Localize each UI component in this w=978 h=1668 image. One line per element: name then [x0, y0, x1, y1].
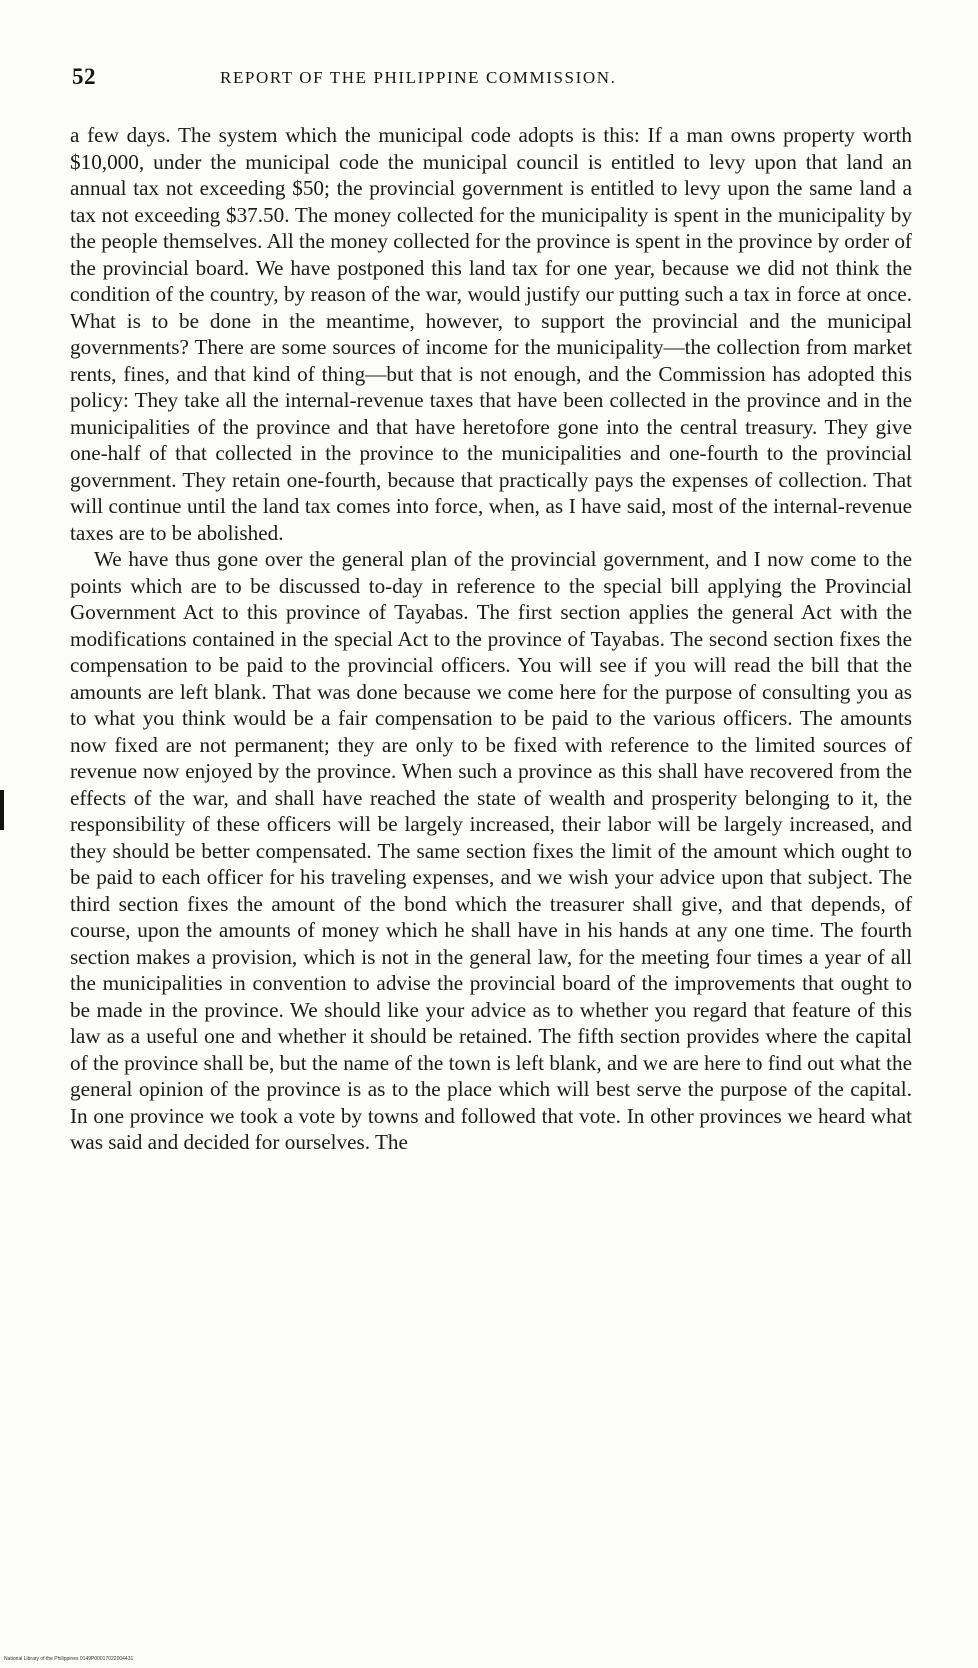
- body-text: [70, 122, 912, 1156]
- paragraph-1: a few days. The system which the municipal code adopts is this: If a man owns property worth $10,000, under the municipal code the municipal council is entitled to levy upon that land an annual tax not exceeding $50; the provincial government is entitled to levy upon the same land a tax not exceeding $37.50. The money collected for the municipality is spent in the municipality by the people themselves. All the money collected for the province is spent in the province by order of the provincial board. We have postponed this land tax for one year, because we did not think the condition of the country, by reason of the war, would justify our putting such a tax in force at once. What is to be done in the meantime, however, to support the provincial and the municipal governments? There are some sources of income for the municipality—the collection from market rents, fines, and that kind of thing—but that is not enough, and the Commission has adopted this policy: They take all the internal-revenue taxes that have been collected in the province and in the municipalities of the province and that have heretofore gone into the central treasury. They give one-half of that collected in the province to the municipalities and one-fourth to the provincial government. They retain one-fourth, because that practically pays the expenses of collection. That will continue until the land tax comes into force, when, as I have said, most of the internal-revenue taxes are to be abolished.: [70, 123, 912, 545]
- running-head: REPORT OF THE PHILIPPINE COMMISSION.: [220, 68, 617, 87]
- page-number: 52: [72, 64, 96, 89]
- scan-edge-mark: [0, 790, 4, 830]
- footer-credit: National Library of the Philippines 0149P00017022004431: [4, 1656, 134, 1662]
- paragraph-2: We have thus gone over the general plan of the provincial government, and I now come to the points which are to be discussed to-day in reference to the special bill applying the Provincial Government Act to this province of Tayabas. The first section applies the general Act with the modifications contained in the special Act to the province of Tayabas. The second section fixes the compensation to be paid to the provincial officers. You will see if you will read the bill that the amounts are left blank. That was done because we come here for the purpose of consulting you as to what you think would be a fair compensation to be paid to the various officers. The amounts now fixed are not permanent; they are only to be fixed with reference to the limited sources of revenue now enjoyed by the province. When such a province as this shall have recovered from the effects of the war, and shall have reached the state of wealth and prosperity belonging to it, the responsibility of these officers will be largely increased, their labor will be largely increased, and they should be better compensated. The same section fixes the limit of the amount which ought to be paid to each officer for his traveling expenses, and we wish your advice upon that subject. The third section fixes the amount of the bond which the treasurer shall give, and that depends, of course, upon the amounts of money which he shall have in his hands at any one time. The fourth section makes a provision, which is not in the general law, for the meeting four times a year of all the municipalities in convention to advise the provincial board of the improvements that ought to be made in the province. We should like your advice as to whether you regard that feature of this law as a useful one and whether it should be retained. The fifth section provides where the capital of the province shall be, but the name of the town is left blank, and we are here to find out what the general opinion of the province is as to the place which will best serve the purpose of the capital. In one province we took a vote by towns and followed that vote. In other provinces we heard what was said and decided for ourselves. The: [70, 547, 912, 1154]
